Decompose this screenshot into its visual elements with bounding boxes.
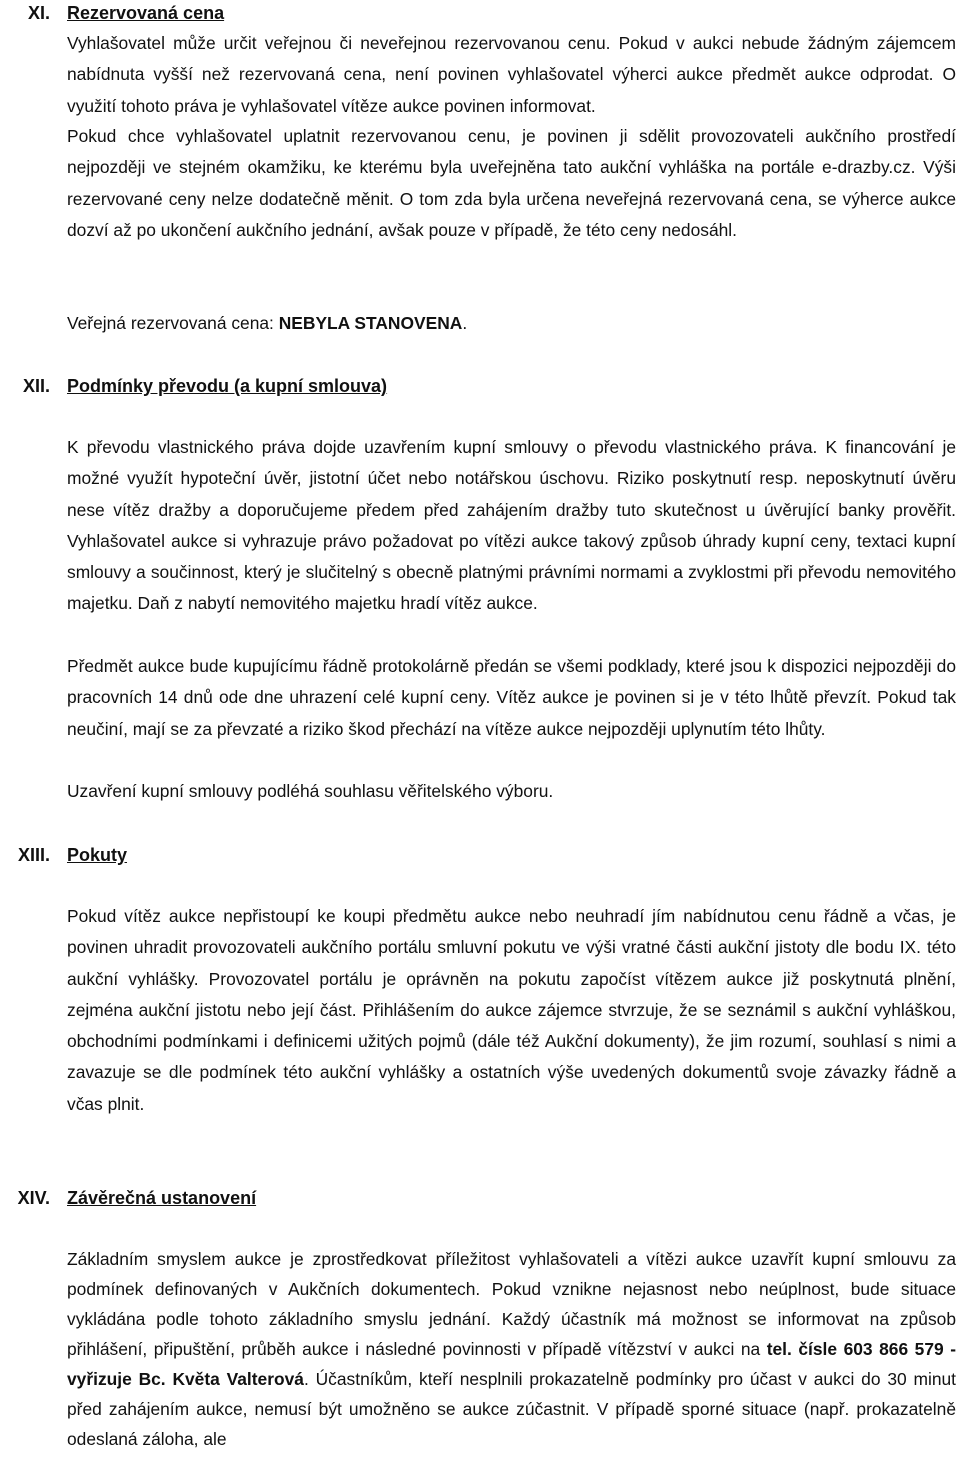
- paragraph: Vyhlašovatel může určit veřejnou či neveřejnou rezervovanou cenu. Pokud v aukci nebude žádným zájemcem nabídnuta vyšší než rezervovaná cena, není povinen vyhlašovatel výherci aukce předmět aukce odprodat. O využití tohoto práva je vyhlašovatel vítěze aukce povinen informovat.: [67, 33, 956, 116]
- paragraph-text: . Účastníkům, kteří nesplnili prokazatelně podmínky pro účast v aukci do 30 minut před zahájením aukce, nemusí být umožněno se aukce zúčastnit. V případě sporné situace (např. prokazatelně odeslaná záloha, ale: [67, 1369, 957, 1449]
- paragraph: Pokud chce vyhlašovatel uplatnit rezervovanou cenu, je povinen ji sdělit provozovateli aukčního prostředí nejpozději ve stejném okamžiku, ke kterému byla uveřejněna tato aukční vyhláška na portále e-drazby.cz. Výši rezervované ceny nelze dodatečně měnit. O tom zda byla určena neveřejná rezervovaná cena, se výherce aukce dozví až po ukončení aukčního jednání, avšak pouze v případě, že této ceny nedosáhl.: [67, 126, 956, 240]
- section-number: XIII.: [17, 845, 50, 865]
- section-number: XII.: [22, 376, 50, 396]
- section-number: XIV.: [17, 1188, 50, 1208]
- section-heading: Rezervovaná cena: [67, 3, 225, 23]
- section-heading: Podmínky převodu (a kupní smlouva): [67, 376, 388, 396]
- section-heading: Závěrečná ustanovení: [67, 1188, 257, 1208]
- section-number: XI.: [27, 3, 50, 23]
- public-reserve-label: Veřejná rezervovaná cena:: [67, 313, 274, 333]
- paragraph: K převodu vlastnického práva dojde uzavřením kupní smlouvy o převodu vlastnického práva. K financování je možné využít hypoteční úvěr, jistotní účet nebo notářskou úschovu. Riziko poskytnutí resp. neposkytnutí úvěru nese vítěz dražby a doporučujeme předem před zahájením dražby tuto skutečnost u úvěrující banky prověřit. Vyhlašovatel aukce si vyhrazuje právo požadovat po vítězi aukce takový způsob úhrady kupní ceny, textaci kupní smlouvy a součinnost, který je slučitelný s obecně platnými právními normami a zvyklostmi při převodu nemovitého majetku. Daň z nabytí nemovitého majetku hradí vítěz aukce.: [67, 437, 956, 614]
- paragraph-text: Základním smyslem aukce je zprostředkovat příležitost vyhlašovateli a vítězi aukce uzavřít kupní smlouvu za podmínek definovaných v Aukčních dokumentech. Pokud vznikne nejasnost nebo neúplnost, bude situace vykládána podle tohoto základního smyslu jednání. Každý účastník má možnost se informovat na způsob přihlášení, připuštění, průběh aukce i následné povinnosti v případě vítězství v aukci na: [67, 1249, 956, 1359]
- section-heading: Pokuty: [67, 845, 128, 865]
- punctuation: .: [462, 313, 468, 333]
- paragraph: Pokud vítěz aukce nepřistoupí ke koupi předmětu aukce nebo neuhradí jím nabídnutou cenu řádně a včas, je povinen uhradit provozovateli aukčního portálu smluvní pokutu ve výši vratné části aukční jistoty dle bodu IX. této aukční vyhlášky. Provozovatel portálu je oprávněn na pokutu započíst vítězem aukce již poskytnutá plnění, zejména aukční jistotu nebo její část. Přihlášením do aukce zájemce stvrzuje, že se seznámil s aukční vyhláškou, obchodními podmínkami i definicemi užitých pojmů (dále též Aukční dokumenty), že jim rozumí, souhlasí s nimi a zavazuje se dle podmínek této aukční vyhlášky a ostatních výše uvedených dokumentů svoje závazky řádně a včas plnit.: [67, 906, 956, 1114]
- paragraph: Předmět aukce bude kupujícímu řádně protokolárně předán se všemi podklady, které jsou k dispozici nejpozději do pracovních 14 dnů ode dne uhrazení celé kupní ceny. Vítěz aukce je povinen si je v této lhůtě převzít. Pokud tak neučiní, mají se za převzaté a riziko škod přechází na vítěze aukce nejpozději uplynutím této lhůty.: [67, 656, 956, 739]
- contact-info: tel. čísle 603 866 579 - vyřizuje Bc. Květa Valterová: [67, 1339, 956, 1389]
- paragraph: Uzavření kupní smlouvy podléhá souhlasu věřitelského výboru.: [67, 781, 554, 801]
- public-reserve-price: [67, 308, 956, 339]
- public-reserve-value: NEBYLA STANOVENA: [278, 313, 463, 333]
- paragraph: [67, 1244, 956, 1454]
